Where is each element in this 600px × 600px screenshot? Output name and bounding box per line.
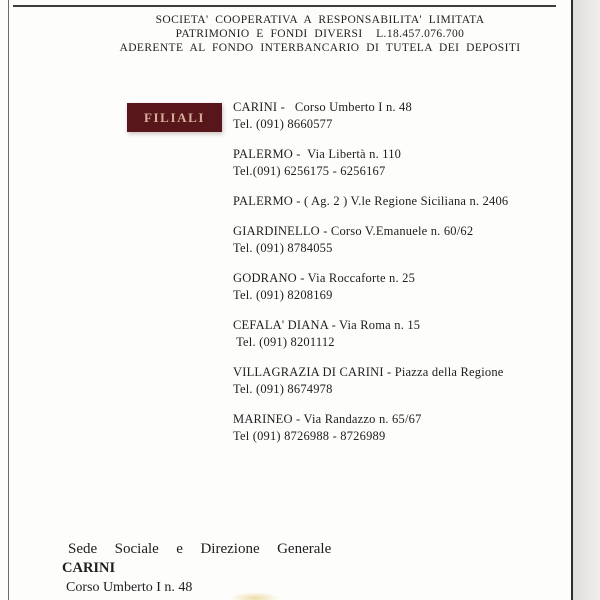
branch-entry-godrano [233,270,508,304]
branch-entry-villagrazia [233,364,508,398]
company-header [40,13,600,55]
branch-address: GODRANO - Via Roccaforte n. 25 [233,271,416,285]
branch-entry-palermo [233,146,508,180]
scan-edge-shadow [573,0,600,600]
branch-entry-carini [233,99,508,133]
branch-address: PALERMO - Via Libertà n. 110 [233,147,402,161]
branch-entry-palermo-ag2 [233,193,508,210]
branch-phone: Tel (091) 8726988 - 8726989 [233,429,386,443]
head-office-address: Corso Umberto I n. 48 [66,580,193,595]
deposit-protection-note: ADERENTE AL FONDO INTERBANCARIO DI TUTELA DEI DEPOSITI [119,42,521,54]
branch-address: PALERMO - ( Ag. 2 ) V.le Regione Siciliana n. 2406 [233,194,509,208]
branch-address: GIARDINELLO - Corso V.Emanuele n. 60/62 [233,224,474,238]
page-border-left [8,0,9,600]
branch-address: VILLAGRAZIA DI CARINI - Piazza della Regione [233,365,504,379]
filiali-label-badge [127,103,222,132]
branch-phone: Tel. (091) 8660577 [233,117,333,131]
branch-phone: Tel. (091) 8674978 [233,382,333,396]
branch-address: CARINI - Corso Umberto I n. 48 [233,100,412,114]
branch-entry-cefala-diana [233,317,508,351]
branch-list [233,99,508,458]
branch-entry-giardinello [233,223,508,257]
branch-phone: Tel. (091) 8208169 [233,288,333,302]
company-legal-form: SOCIETA' COOPERATIVA A RESPONSABILITA' LIMITATA [155,14,485,26]
branch-address: CEFALA' DIANA - Via Roma n. 15 [233,318,421,332]
company-capital: PATRIMONIO E FONDI DIVERSI L.18.457.076.700 [175,28,465,40]
branch-entry-marineo [233,411,508,445]
branch-phone: Tel.(091) 6256175 - 6256167 [233,164,386,178]
filiali-label-text: FILIALI [143,109,206,125]
page-border-top [13,5,556,7]
head-office-block [62,540,331,597]
branch-address: MARINEO - Via Randazzo n. 65/67 [233,412,422,426]
branch-phone: Tel. (091) 8201112 [233,335,335,349]
branch-phone: Tel. (091) 8784055 [233,241,333,255]
head-office-title: Sede Sociale e Direzione Generale [68,541,332,557]
head-office-city: CARINI [62,560,116,576]
scan-artifact [230,592,280,600]
